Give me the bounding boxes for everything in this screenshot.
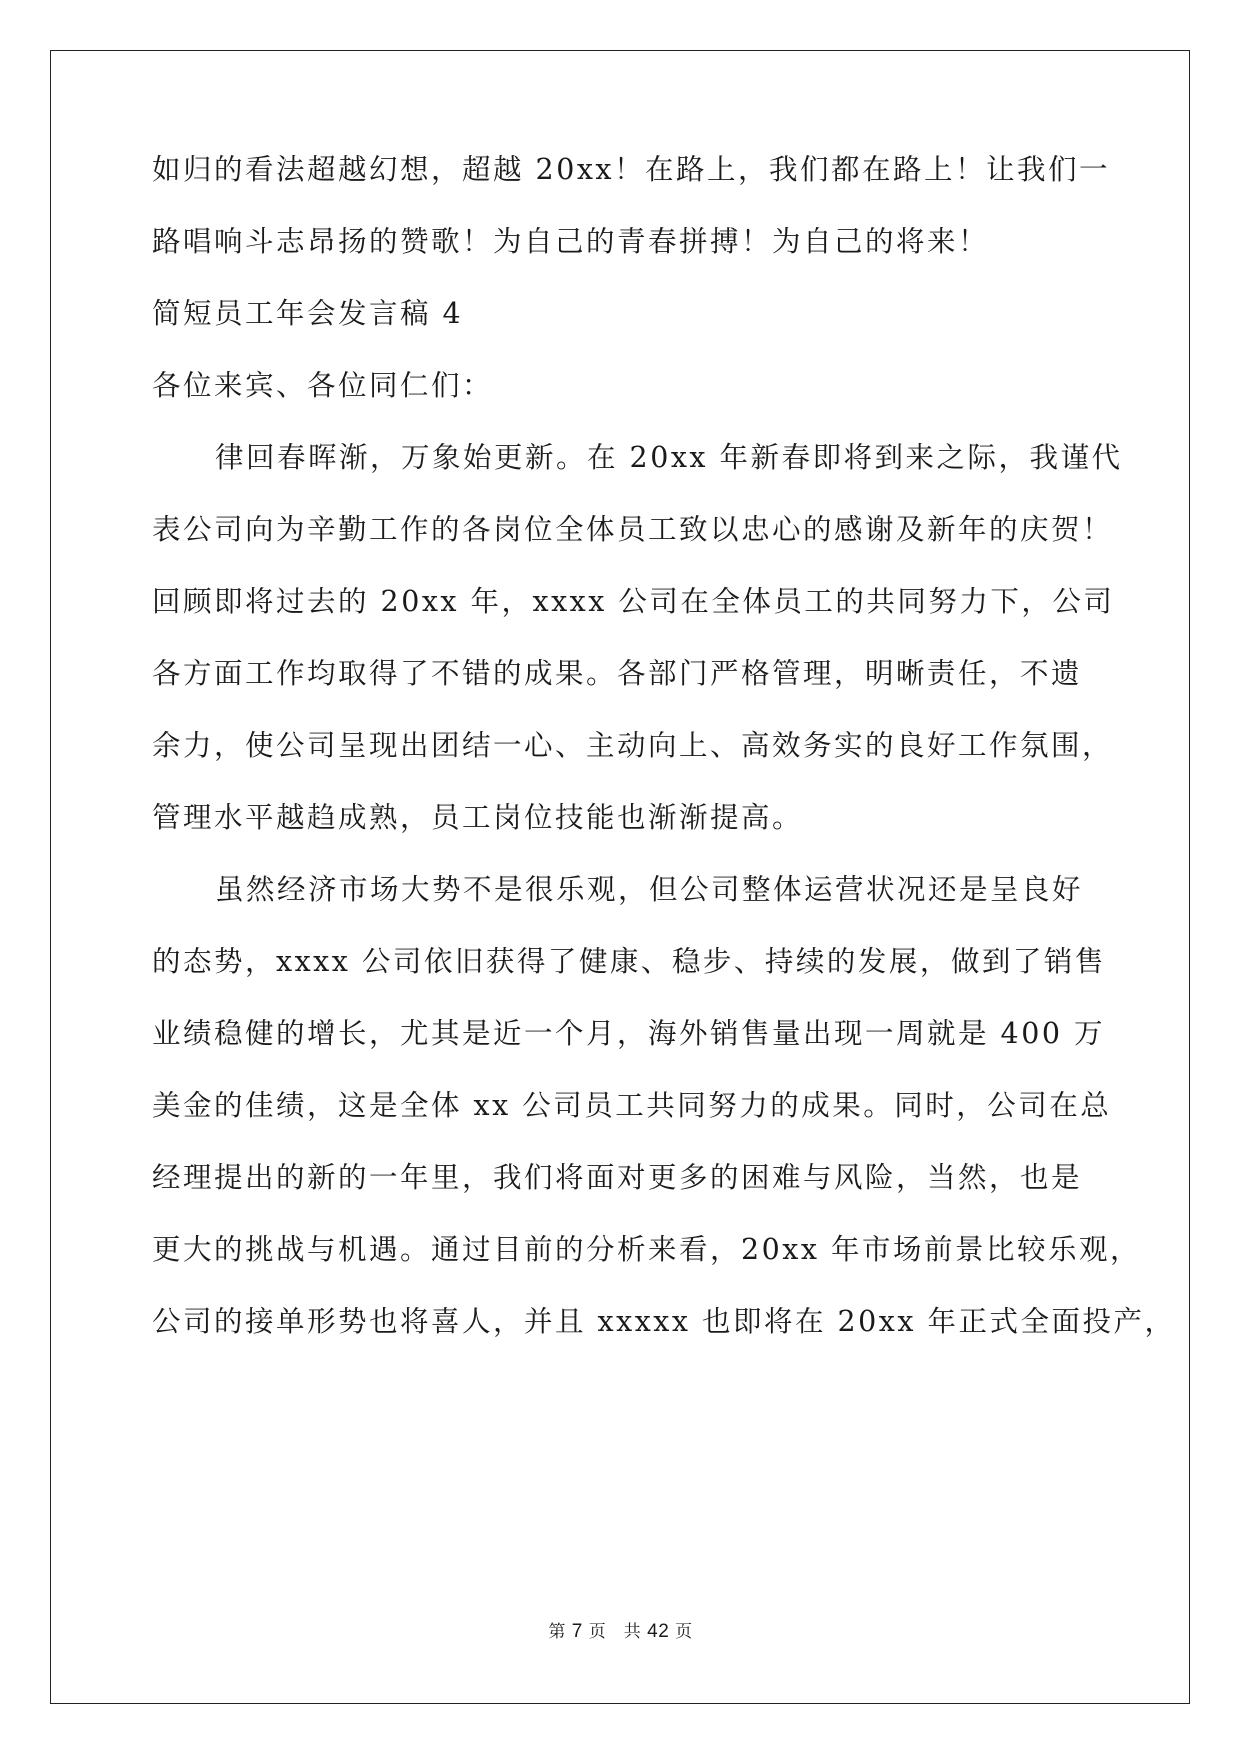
body-line-16: 更大的挑战与机遇。通过目前的分析来看，20xx 年市场前景比较乐观， [152, 1233, 1141, 1266]
section-heading: 简短员工年会发言稿 4 [152, 297, 464, 330]
page-prefix: 第 [548, 1622, 566, 1642]
page-suffix: 页 [675, 1622, 693, 1642]
body-line-2: 路唱响斗志昂扬的赞歌！为自己的青春拼搏！为自己的将来！ [152, 225, 990, 258]
body-line-15: 经理提出的新的一年里，我们将面对更多的困难与风险，当然，也是 [152, 1161, 1083, 1194]
page-mid: 页 共 [588, 1622, 642, 1642]
body-line-8: 各方面工作均取得了不错的成果。各部门严格管理，明晰责任，不遗 [152, 657, 1083, 690]
body-line-11: 虽然经济市场大势不是很乐观，但公司整体运营状况还是呈良好 [215, 873, 1084, 906]
body-line-10: 管理水平越趋成熟，员工岗位技能也渐渐提高。 [152, 801, 804, 834]
body-line-13: 业绩稳健的增长，尤其是近一个月，海外销售量出现一周就是 400 万 [152, 1017, 1106, 1050]
total-page-number: 42 [647, 1621, 670, 1642]
body-line-1: 如归的看法超越幻想，超越 20xx！在路上，我们都在路上！让我们一 [152, 153, 1110, 186]
body-line-9: 余力，使公司呈现出团结一心、主动向上、高效务实的良好工作氛围， [152, 729, 1114, 762]
body-line-12: 的态势，xxxx 公司依旧获得了健康、稳步、持续的发展，做到了销售 [152, 945, 1106, 978]
salutation: 各位来宾、各位同仁们： [152, 369, 494, 402]
body-line-14: 美金的佳绩，这是全体 xx 公司员工共同努力的成果。同时，公司在总 [152, 1089, 1112, 1122]
body-line-5: 律回春晖渐，万象始更新。在 20xx 年新春即将到来之际，我谨代 [215, 441, 1123, 474]
body-line-6: 表公司向为辛勤工作的各岗位全体员工致以忠心的感谢及新年的庆贺！ [152, 513, 1114, 546]
page-footer [0, 1620, 1241, 1644]
current-page-number: 7 [571, 1621, 583, 1642]
body-line-7: 回顾即将过去的 20xx 年，xxxx 公司在全体员工的共同努力下，公司 [152, 585, 1115, 618]
body-line-17: 公司的接单形势也将喜人，并且 xxxxx 也即将在 20xx 年正式全面投产， [152, 1305, 1176, 1338]
